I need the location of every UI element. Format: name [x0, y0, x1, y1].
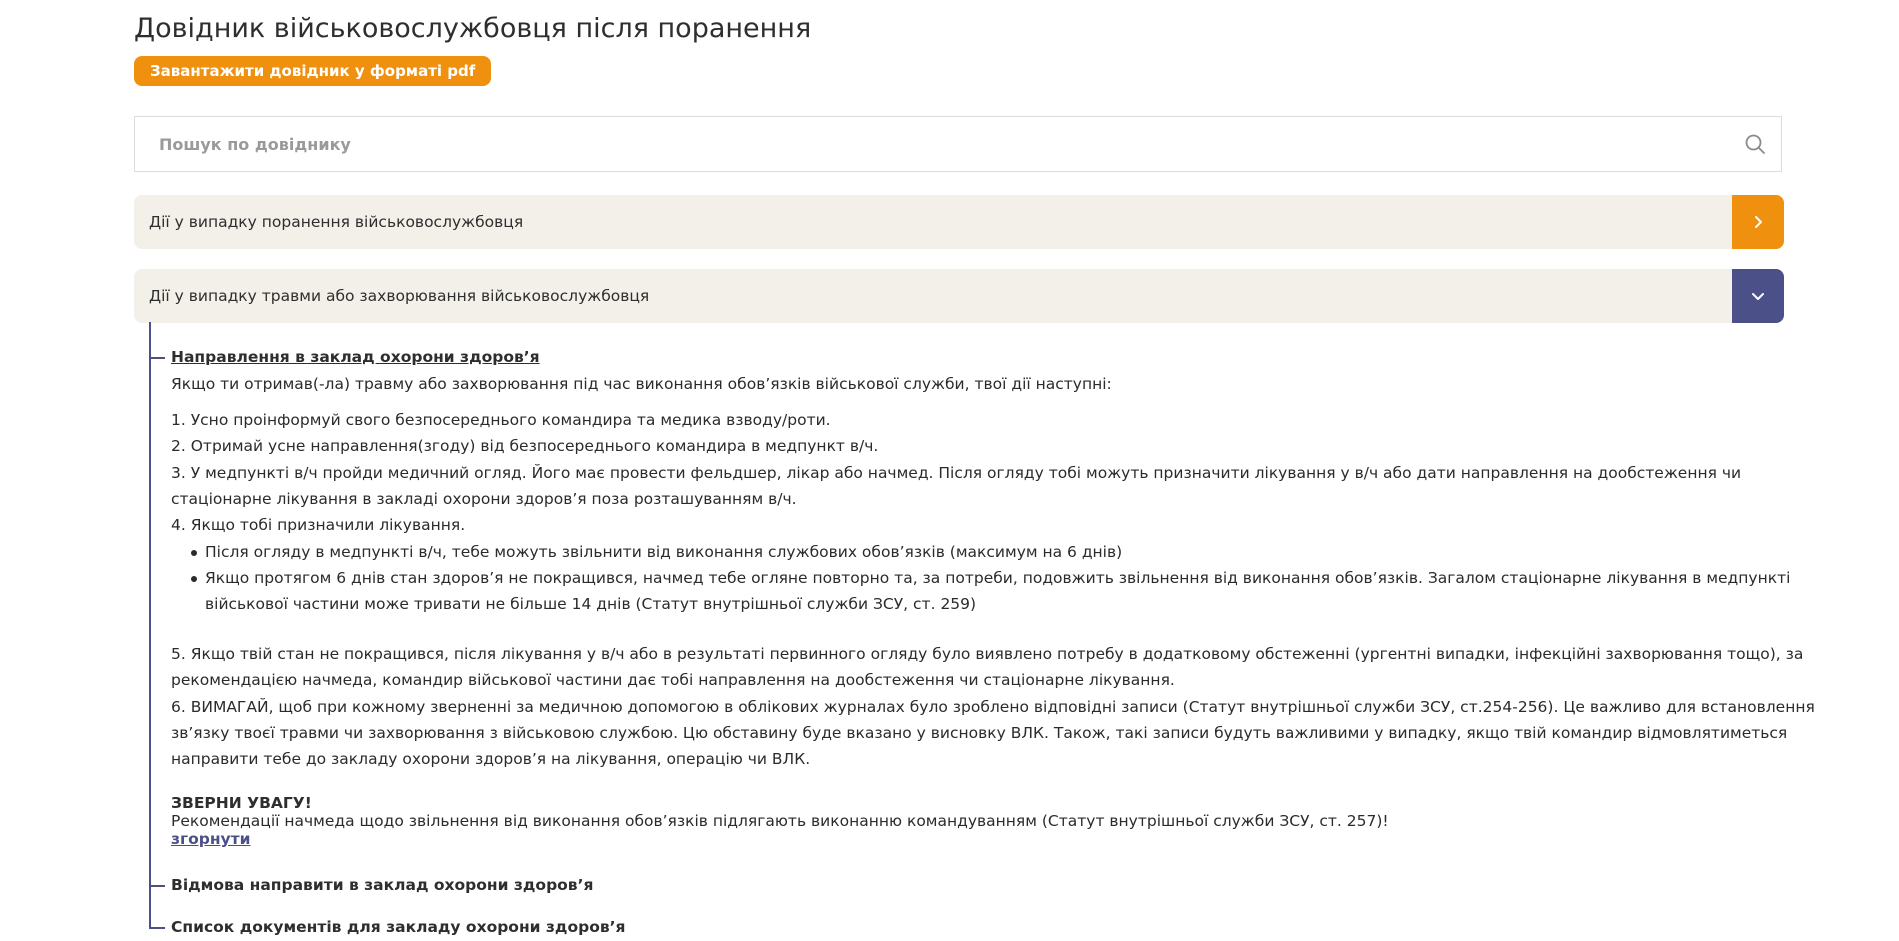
collapse-link[interactable]: згорнути [171, 830, 251, 848]
bullet-dot [191, 550, 197, 556]
bullet-text: Після огляду в медпункті в/ч, тебе можуть звільнити від виконання службових обов’язків (максимум на 6 днів) [205, 543, 1123, 561]
attention-text: Рекомендації начмеда щодо звільнення від виконання обов’язків підлягають виконанню командуванням (Статут внутрішньої служби ЗСУ, ст. 257)! [171, 812, 1389, 830]
step-text: 3. У медпункті в/ч пройди медичний огляд. Його має провести фельдшер, лікар або начмед. Після огляду тобі можуть призначити лікування у в/ч або дати направлення на дообстеження чи [171, 464, 1742, 482]
bullet-dot [191, 576, 197, 582]
step-text: зв’язку твоєї травми чи захворювання з військовою службою. Цю обставину буде вказано у висновку ВЛК. Також, такі записи будуть важливими у випадку, якщо твій командир відмовлятиметься [171, 724, 1788, 742]
step-text: 5. Якщо твій стан не покращився, після лікування у в/ч або в результаті первинного огляду було виявлено потребу в додатковому обстеженні (ургентні випадки, інфекційні захворювання тощо), за [171, 645, 1804, 663]
step-text: направити тебе до закладу охорони здоров’я на лікування, операцію чи ВЛК. [171, 750, 811, 768]
subsection-title-referral[interactable]: Направлення в заклад охорони здоров’я [171, 348, 540, 366]
step-text: рекомендацією начмеда, командир військової частини дає тобі направлення на дообстеження чи стаціонарне лікування. [171, 671, 1175, 689]
tree-tick [149, 357, 165, 359]
accordion-item-wound[interactable] [134, 195, 1784, 249]
accordion-toggle-button[interactable] [1732, 195, 1784, 249]
bullet-text: військової частини може тривати не більше 14 днів (Статут внутрішньої служби ЗСУ, ст. 259) [205, 595, 977, 613]
subsection-title-documents[interactable]: Список документів для закладу охорони здоров’я [171, 918, 626, 936]
step-text: 6. ВИМАГАЙ, щоб при кожному зверненні за медичною допомогою в облікових журналах було зроблено відповідні записи (Статут внутрішньої служби ЗСУ, ст.254-256). Це важливо для встановлення [171, 698, 1815, 716]
subsection-title-refusal[interactable]: Відмова направити в заклад охорони здоров’я [171, 876, 594, 894]
accordion-label: Дії у випадку поранення військовослужбовця [149, 213, 524, 231]
intro-text: Якщо ти отримав(-ла) травму або захворювання під час виконання обов’язків військової служби, твої дії наступні: [171, 375, 1112, 393]
bullet-text: Якщо протягом 6 днів стан здоров’я не покращився, начмед тебе огляне повторно та, за потреби, подовжить звільнення від виконання обов’язків. Загалом стаціонарне лікування в медпункті [205, 569, 1791, 587]
page-title: Довідник військовослужбовця після поранення [134, 13, 812, 44]
search-box [134, 116, 1782, 172]
tree-line [149, 322, 151, 927]
accordion-toggle-button[interactable] [1732, 269, 1784, 323]
step-text: 4. Якщо тобі призначили лікування. [171, 516, 466, 534]
accordion-label: Дії у випадку травми або захворювання військовослужбовця [149, 287, 650, 305]
chevron-right-icon [1750, 214, 1766, 230]
tree-tick [149, 885, 165, 887]
search-icon[interactable] [1743, 132, 1767, 156]
download-pdf-button[interactable]: Завантажити довідник у форматі pdf [134, 56, 491, 86]
search-input[interactable] [157, 117, 1721, 172]
attention-title: ЗВЕРНИ УВАГУ! [171, 794, 312, 812]
chevron-down-icon [1750, 288, 1766, 304]
tree-tick [149, 927, 165, 929]
step-text: 2. Отримай усне направлення(згоду) від безпосереднього командира в медпункт в/ч. [171, 437, 879, 455]
step-text: стаціонарне лікування в закладі охорони здоров’я поза розташуванням в/ч. [171, 490, 797, 508]
step-text: 1. Усно проінформуй свого безпосереднього командира та медика взводу/роти. [171, 411, 831, 429]
accordion-item-injury[interactable] [134, 269, 1784, 323]
